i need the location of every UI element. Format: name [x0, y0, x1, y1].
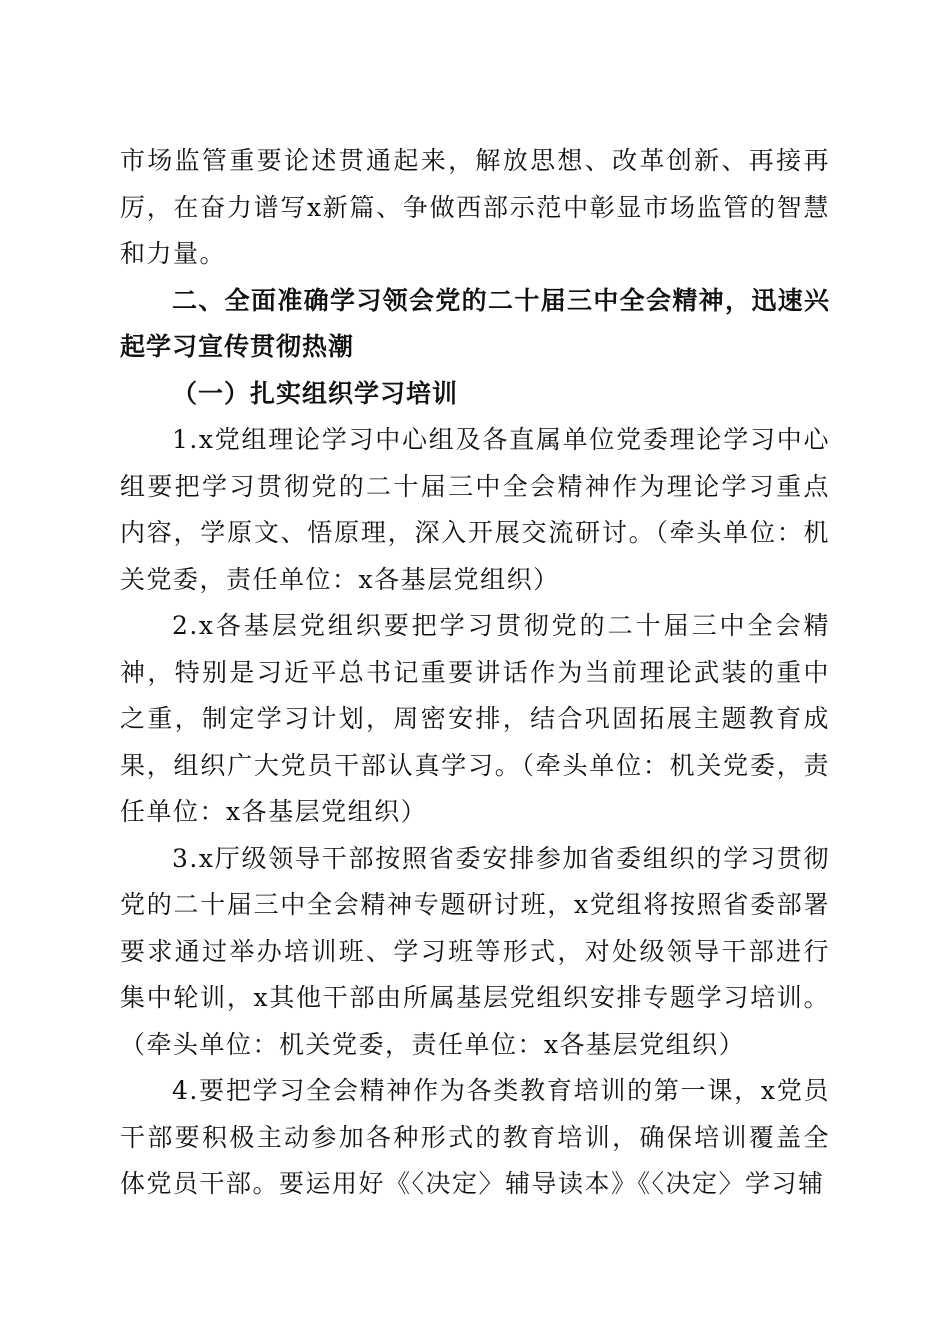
- section-heading: 二、全面准确学习领会党的二十届三中全会精神，迅速兴起学习宣传贯彻热潮: [120, 285, 830, 361]
- document-body: [120, 138, 830, 1208]
- subsection-heading: （一）扎实组织学习培训: [172, 378, 459, 408]
- list-item: 2.x各基层党组织要把学习贯彻党的二十届三中全会精神，特别是习近平总书记重要讲话作为当前理论武装的重中之重，制定学习计划，周密安排，结合巩固拓展主题教育成果，组织广大党员干部认真学习。（牵头单位：机关党委，责任单位：x各基层党组织）: [120, 611, 830, 826]
- intro-paragraph: 市场监管重要论述贯通起来，解放思想、改革创新、再接再厉，在奋力谱写x新篇、争做西部示范中彰显市场监管的智慧和力量。: [120, 146, 830, 268]
- list-item: 4.要把学习全会精神作为各类教育培训的第一课，x党员干部要积极主动参加各种形式的教育培训，确保培训覆盖全体党员干部。要运用好《〈决定〉辅导读本》《〈决定〉学习辅: [120, 1076, 830, 1198]
- list-item: 1.x党组理论学习中心组及各直属单位党委理论学习中心组要把学习贯彻党的二十届三中全会精神作为理论学习重点内容，学原文、悟原理，深入开展交流研讨。（牵头单位：机关党委，责任单位：x各基层党组织）: [120, 425, 830, 594]
- list-item: 3.x厅级领导干部按照省委安排参加省委组织的学习贯彻党的二十届三中全会精神专题研讨班，x党组将按照省委部署要求通过举办培训班、学习班等形式，对处级领导干部进行集中轮训，x其他干部由所属基层党组织安排专题学习培训。（牵头单位：机关党委，责任单位：x各基层党组织）: [120, 843, 830, 1059]
